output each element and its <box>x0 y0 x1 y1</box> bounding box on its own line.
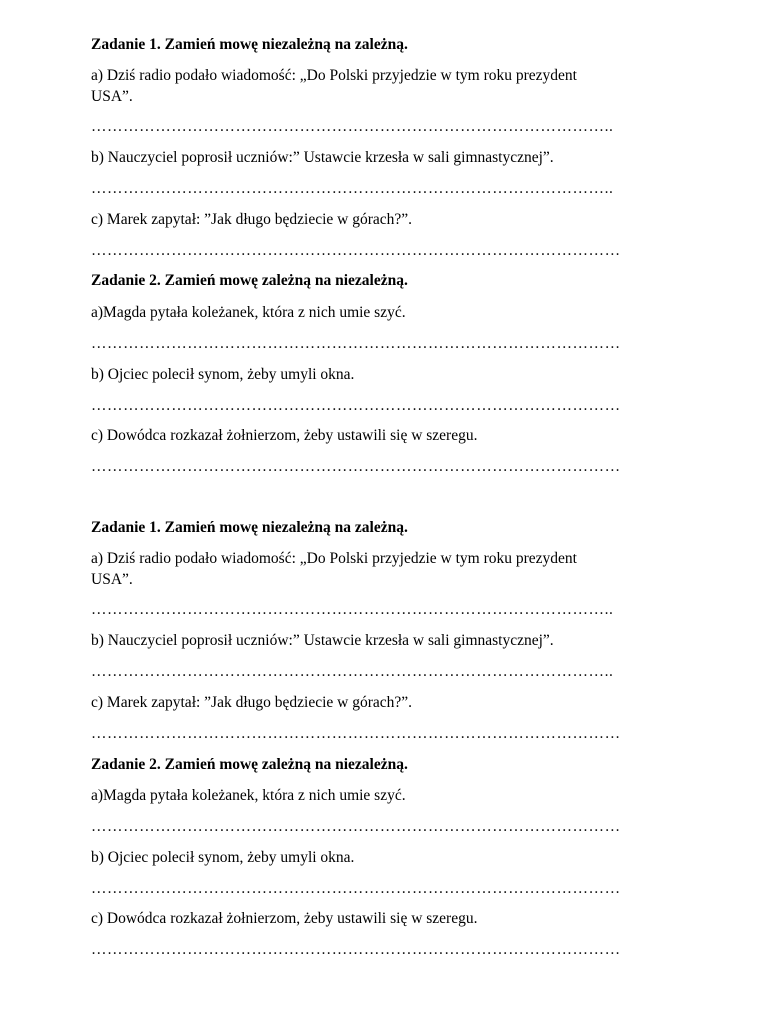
task2-answer-b[interactable]: ……………………………………………………………………………………… <box>91 880 621 897</box>
task2-item-a: a)Magda pytała koleżanek, która z nich umie szyć. <box>91 787 406 804</box>
task1-item-c: c) Marek zapytał: ”Jak długo będziecie w górach?”. <box>91 694 413 711</box>
task2-item-b: b) Ojciec polecił synom, żeby umyli okna. <box>91 366 355 383</box>
task2-answer-c[interactable]: ……………………………………………………………………………………… <box>91 458 621 475</box>
task2-item-a: a)Magda pytała koleżanek, która z nich umie szyć. <box>91 304 406 321</box>
task2-item-c: c) Dowódca rozkazał żołnierzom, żeby ustawili się w szeregu. <box>91 910 478 927</box>
task1-item-b: b) Nauczyciel poprosił uczniów:” Ustawcie krzesła w sali gimnastycznej”. <box>91 149 554 166</box>
task2-heading: Zadanie 2. Zamień mowę zależną na niezależną. <box>91 756 408 773</box>
task2-answer-c[interactable]: ……………………………………………………………………………………… <box>91 941 621 958</box>
task1-item-a-line2: USA”. <box>91 88 133 105</box>
task2-answer-a[interactable]: ……………………………………………………………………………………… <box>91 335 621 352</box>
task1-answer-b[interactable]: …………………………………………………………………………………….. <box>91 663 614 680</box>
task1-item-c: c) Marek zapytał: ”Jak długo będziecie w górach?”. <box>91 211 413 228</box>
task1-answer-c[interactable]: ……………………………………………………………………………………… <box>91 242 621 259</box>
task2-item-b: b) Ojciec polecił synom, żeby umyli okna. <box>91 849 355 866</box>
task1-item-a-line1: a) Dziś radio podało wiadomość: „Do Polski przyjedzie w tym roku prezydent <box>91 67 577 84</box>
task2-answer-a[interactable]: ……………………………………………………………………………………… <box>91 818 621 835</box>
task2-item-c: c) Dowódca rozkazał żołnierzom, żeby ustawili się w szeregu. <box>91 427 478 444</box>
task1-heading: Zadanie 1. Zamień mowę niezależną na zależną. <box>91 519 408 536</box>
task1-item-b: b) Nauczyciel poprosił uczniów:” Ustawcie krzesła w sali gimnastycznej”. <box>91 632 554 649</box>
task1-item-a-line1: a) Dziś radio podało wiadomość: „Do Polski przyjedzie w tym roku prezydent <box>91 550 577 567</box>
task2-answer-b[interactable]: ……………………………………………………………………………………… <box>91 397 621 414</box>
task1-answer-c[interactable]: ……………………………………………………………………………………… <box>91 725 621 742</box>
task1-heading: Zadanie 1. Zamień mowę niezależną na zależną. <box>91 36 408 53</box>
task1-answer-a[interactable]: …………………………………………………………………………………….. <box>91 118 614 135</box>
task1-answer-b[interactable]: …………………………………………………………………………………….. <box>91 180 614 197</box>
task2-heading: Zadanie 2. Zamień mowę zależną na niezależną. <box>91 272 408 289</box>
task1-answer-a[interactable]: …………………………………………………………………………………….. <box>91 601 614 618</box>
task1-item-a-line2: USA”. <box>91 571 133 588</box>
